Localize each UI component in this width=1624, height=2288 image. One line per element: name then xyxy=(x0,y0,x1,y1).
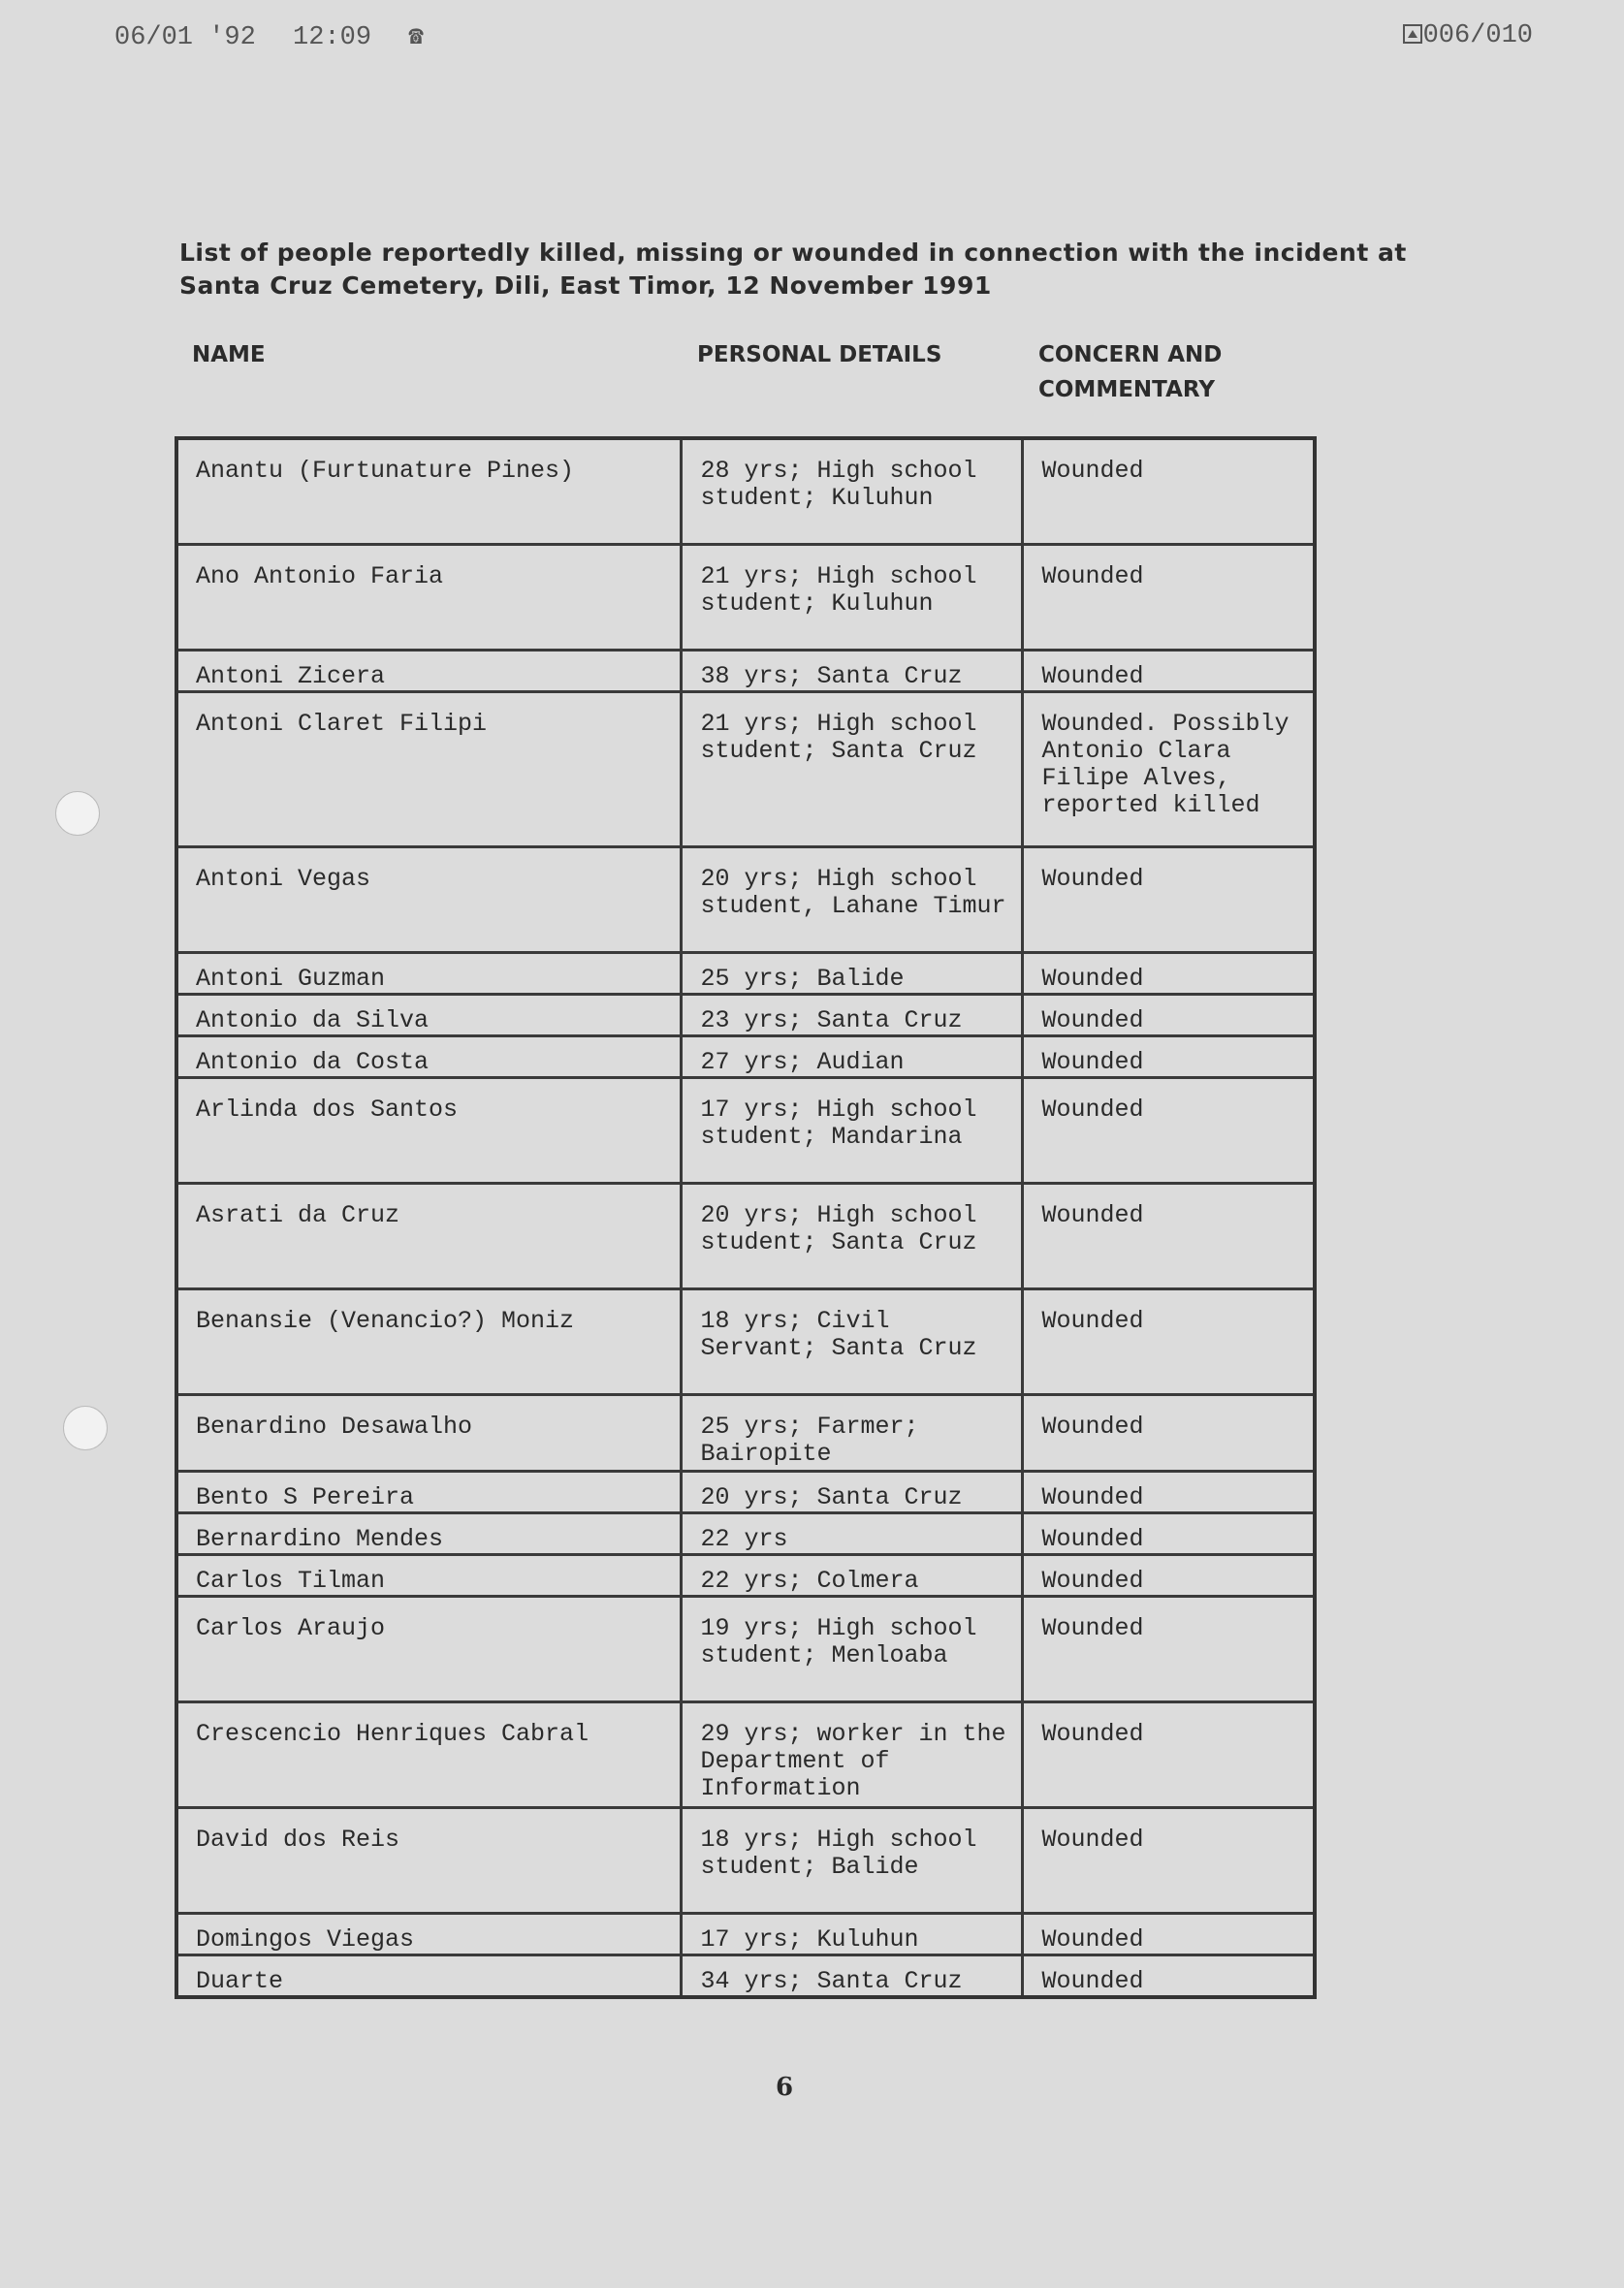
cell-details: 29 yrs; worker in the Department of Information xyxy=(682,1702,1023,1808)
table-row xyxy=(176,847,1315,953)
fax-page-number: 006/010 xyxy=(1422,21,1533,50)
cell-details: 17 yrs; Kuluhun xyxy=(682,1914,1023,1955)
cell-comment: Wounded xyxy=(1023,1289,1315,1395)
cell-details: 21 yrs; High school student; Santa Cruz xyxy=(682,692,1023,847)
cell-comment: Wounded xyxy=(1023,1914,1315,1955)
punch-hole xyxy=(55,791,100,836)
cell-details: 22 yrs xyxy=(682,1513,1023,1555)
table-row xyxy=(176,1513,1315,1555)
fax-date: 06/01 '92 xyxy=(114,23,256,52)
cell-details: 19 yrs; High school student; Menloaba xyxy=(682,1597,1023,1702)
cell-comment: Wounded xyxy=(1023,1808,1315,1914)
cell-name: Ano Antonio Faria xyxy=(176,545,682,651)
fax-time: 12:09 xyxy=(293,23,372,52)
table-row xyxy=(176,1472,1315,1513)
cell-details: 22 yrs; Colmera xyxy=(682,1555,1023,1597)
cell-details: 20 yrs; High school student; Santa Cruz xyxy=(682,1184,1023,1289)
table-row xyxy=(176,438,1315,545)
table-row xyxy=(176,1036,1315,1078)
cell-name: Anantu (Furtunature Pines) xyxy=(176,438,682,545)
cell-details: 27 yrs; Audian xyxy=(682,1036,1023,1078)
table-row xyxy=(176,545,1315,651)
cell-details: 34 yrs; Santa Cruz xyxy=(682,1955,1023,1998)
table-row xyxy=(176,1555,1315,1597)
cell-details: 18 yrs; High school student; Balide xyxy=(682,1808,1023,1914)
cell-comment: Wounded xyxy=(1023,545,1315,651)
column-header-comment-line2: COMMENTARY xyxy=(1038,377,1215,402)
cell-comment: Wounded xyxy=(1023,953,1315,995)
cell-details: 38 yrs; Santa Cruz xyxy=(682,651,1023,692)
cell-name: Antoni Zicera xyxy=(176,651,682,692)
cell-name: Carlos Araujo xyxy=(176,1597,682,1702)
cell-comment: Wounded xyxy=(1023,1472,1315,1513)
cell-name: Domingos Viegas xyxy=(176,1914,682,1955)
cell-comment: Wounded xyxy=(1023,1184,1315,1289)
cell-comment: Wounded xyxy=(1023,1955,1315,1998)
cell-details: 18 yrs; Civil Servant; Santa Cruz xyxy=(682,1289,1023,1395)
cell-details: 28 yrs; High school student; Kuluhun xyxy=(682,438,1023,545)
cell-name: Antonio da Silva xyxy=(176,995,682,1036)
column-header-comment-line1: CONCERN AND xyxy=(1038,342,1223,367)
document-title: List of people reportedly killed, missing or wounded in connection with the incident at Santa Cruz Cemetery, Dili, East Timor, 12 November 1991 xyxy=(179,238,1407,300)
cell-comment: Wounded. Possibly Antonio Clara Filipe Alves, reported killed xyxy=(1023,692,1315,847)
cell-name: Arlinda dos Santos xyxy=(176,1078,682,1184)
cell-details: 25 yrs; Farmer; Bairopite xyxy=(682,1395,1023,1472)
cell-comment: Wounded xyxy=(1023,438,1315,545)
cell-name: Duarte xyxy=(176,1955,682,1998)
table-row xyxy=(176,692,1315,847)
table-row xyxy=(176,1808,1315,1914)
fax-header xyxy=(114,21,445,52)
column-header-details: PERSONAL DETAILS xyxy=(697,342,942,367)
table-row xyxy=(176,1914,1315,1955)
punch-hole xyxy=(63,1406,108,1450)
table-row xyxy=(176,1702,1315,1808)
cell-comment: Wounded xyxy=(1023,1078,1315,1184)
table-row xyxy=(176,953,1315,995)
cell-name: David dos Reis xyxy=(176,1808,682,1914)
cell-name: Bernardino Mendes xyxy=(176,1513,682,1555)
cell-name: Benardino Desawalho xyxy=(176,1395,682,1472)
cell-comment: Wounded xyxy=(1023,847,1315,953)
table-row xyxy=(176,1078,1315,1184)
cell-details: 23 yrs; Santa Cruz xyxy=(682,995,1023,1036)
cell-details: 21 yrs; High school student; Kuluhun xyxy=(682,545,1023,651)
cell-comment: Wounded xyxy=(1023,1395,1315,1472)
fax-page-icon xyxy=(1402,23,1423,45)
column-header-name: NAME xyxy=(192,342,266,367)
cell-name: Antoni Vegas xyxy=(176,847,682,953)
cell-comment: Wounded xyxy=(1023,1555,1315,1597)
cell-comment: Wounded xyxy=(1023,1597,1315,1702)
table-row xyxy=(176,1184,1315,1289)
cell-comment: Wounded xyxy=(1023,1036,1315,1078)
cell-name: Crescencio Henriques Cabral xyxy=(176,1702,682,1808)
cell-name: Bento S Pereira xyxy=(176,1472,682,1513)
cell-details: 25 yrs; Balide xyxy=(682,953,1023,995)
table-row xyxy=(176,995,1315,1036)
cell-comment: Wounded xyxy=(1023,651,1315,692)
page-number: 6 xyxy=(776,2073,794,2102)
table-row xyxy=(176,1597,1315,1702)
phone-icon: ☎ xyxy=(408,22,424,51)
cell-details: 20 yrs; High school student, Lahane Timur xyxy=(682,847,1023,953)
fax-page-indicator xyxy=(1402,21,1533,50)
cell-name: Antoni Guzman xyxy=(176,953,682,995)
cell-details: 20 yrs; Santa Cruz xyxy=(682,1472,1023,1513)
cell-name: Asrati da Cruz xyxy=(176,1184,682,1289)
cell-name: Antonio da Costa xyxy=(176,1036,682,1078)
cell-name: Antoni Claret Filipi xyxy=(176,692,682,847)
cell-comment: Wounded xyxy=(1023,1702,1315,1808)
casualty-table xyxy=(175,436,1317,1999)
cell-name: Carlos Tilman xyxy=(176,1555,682,1597)
column-header-comment xyxy=(1038,337,1290,407)
table-row xyxy=(176,651,1315,692)
table-row xyxy=(176,1289,1315,1395)
cell-details: 17 yrs; High school student; Mandarina xyxy=(682,1078,1023,1184)
table-row xyxy=(176,1395,1315,1472)
cell-comment: Wounded xyxy=(1023,995,1315,1036)
table-row xyxy=(176,1955,1315,1998)
cell-name: Benansie (Venancio?) Moniz xyxy=(176,1289,682,1395)
cell-comment: Wounded xyxy=(1023,1513,1315,1555)
